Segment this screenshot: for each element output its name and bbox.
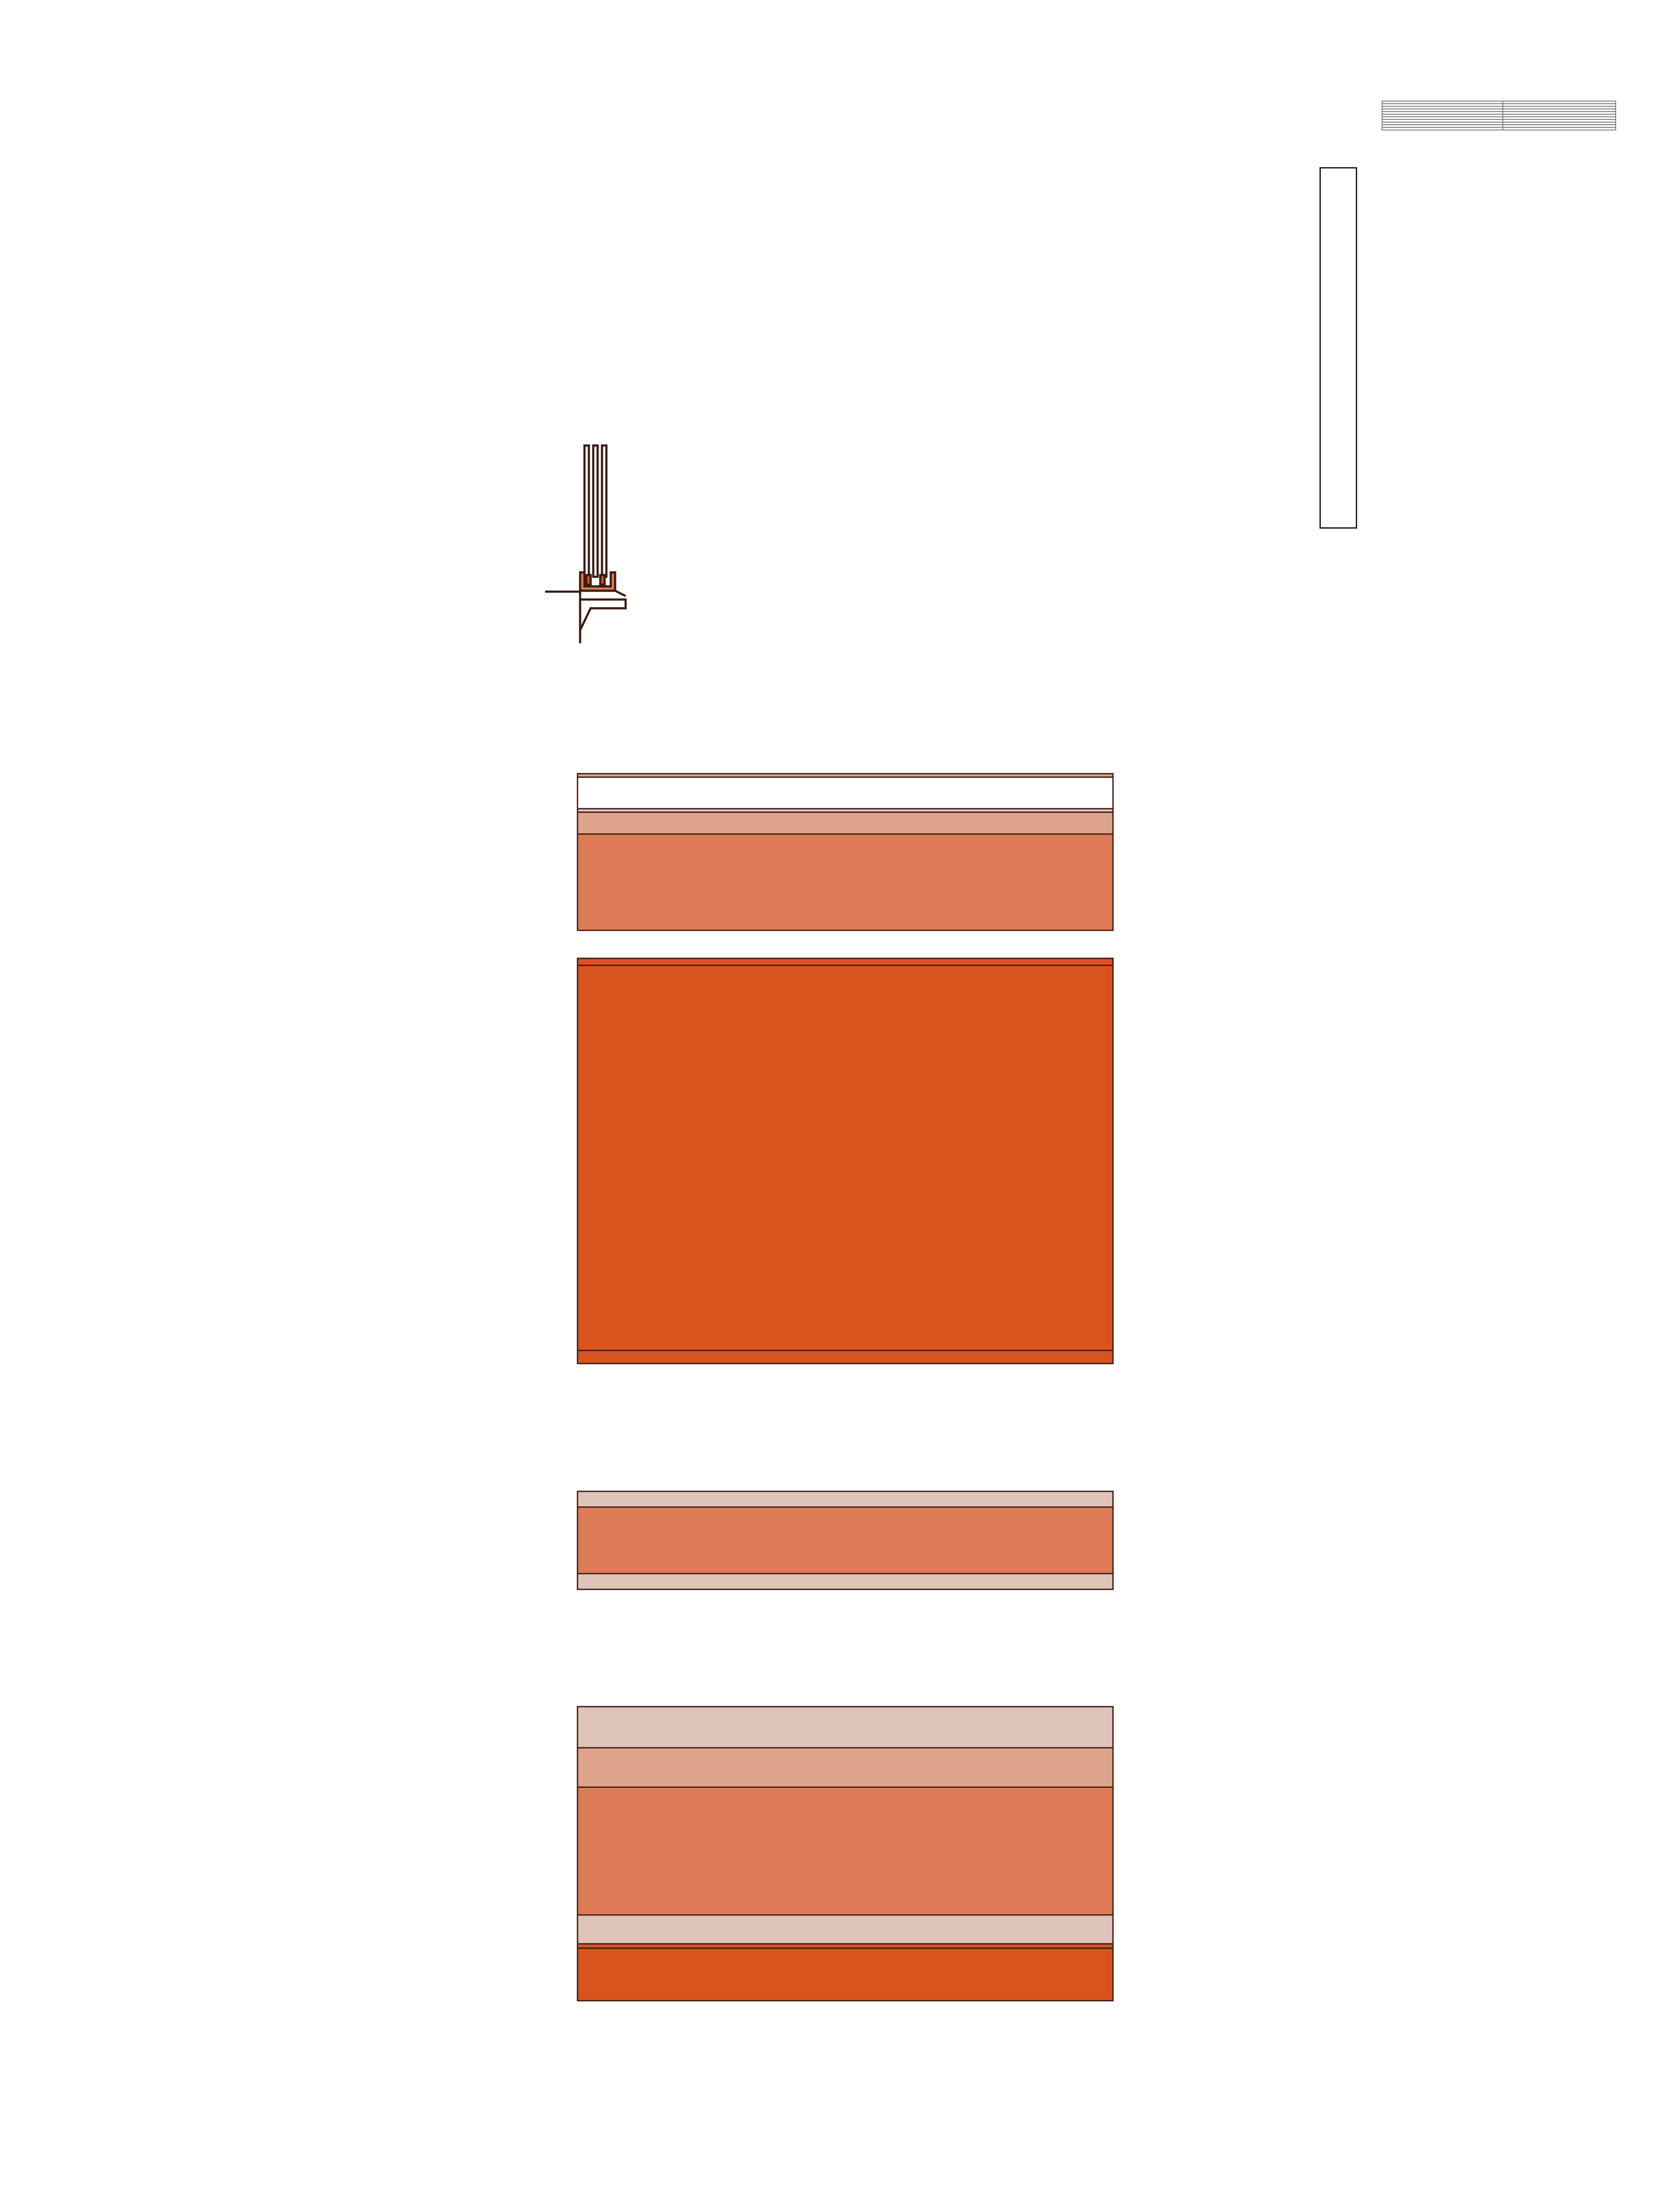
material-value [1503,127,1616,130]
envelope-section [578,753,1120,1374]
floor-section [578,1707,1120,2013]
internal-wall-section [578,1491,1120,1592]
triple-glazing-detail [538,442,643,643]
acoustic-insulation [578,1507,1113,1574]
mineral-wool-insulation [578,834,1113,930]
embodied-carbon-gradient-legend [1320,167,1357,529]
material-table [1382,101,1616,130]
screed-layer [578,1707,1113,1748]
table-row [1382,127,1616,130]
floor-insulation [578,1787,1113,1915]
slab-layer [578,1948,1113,2001]
wall-core [578,965,1113,1350]
material-name [1382,127,1503,130]
